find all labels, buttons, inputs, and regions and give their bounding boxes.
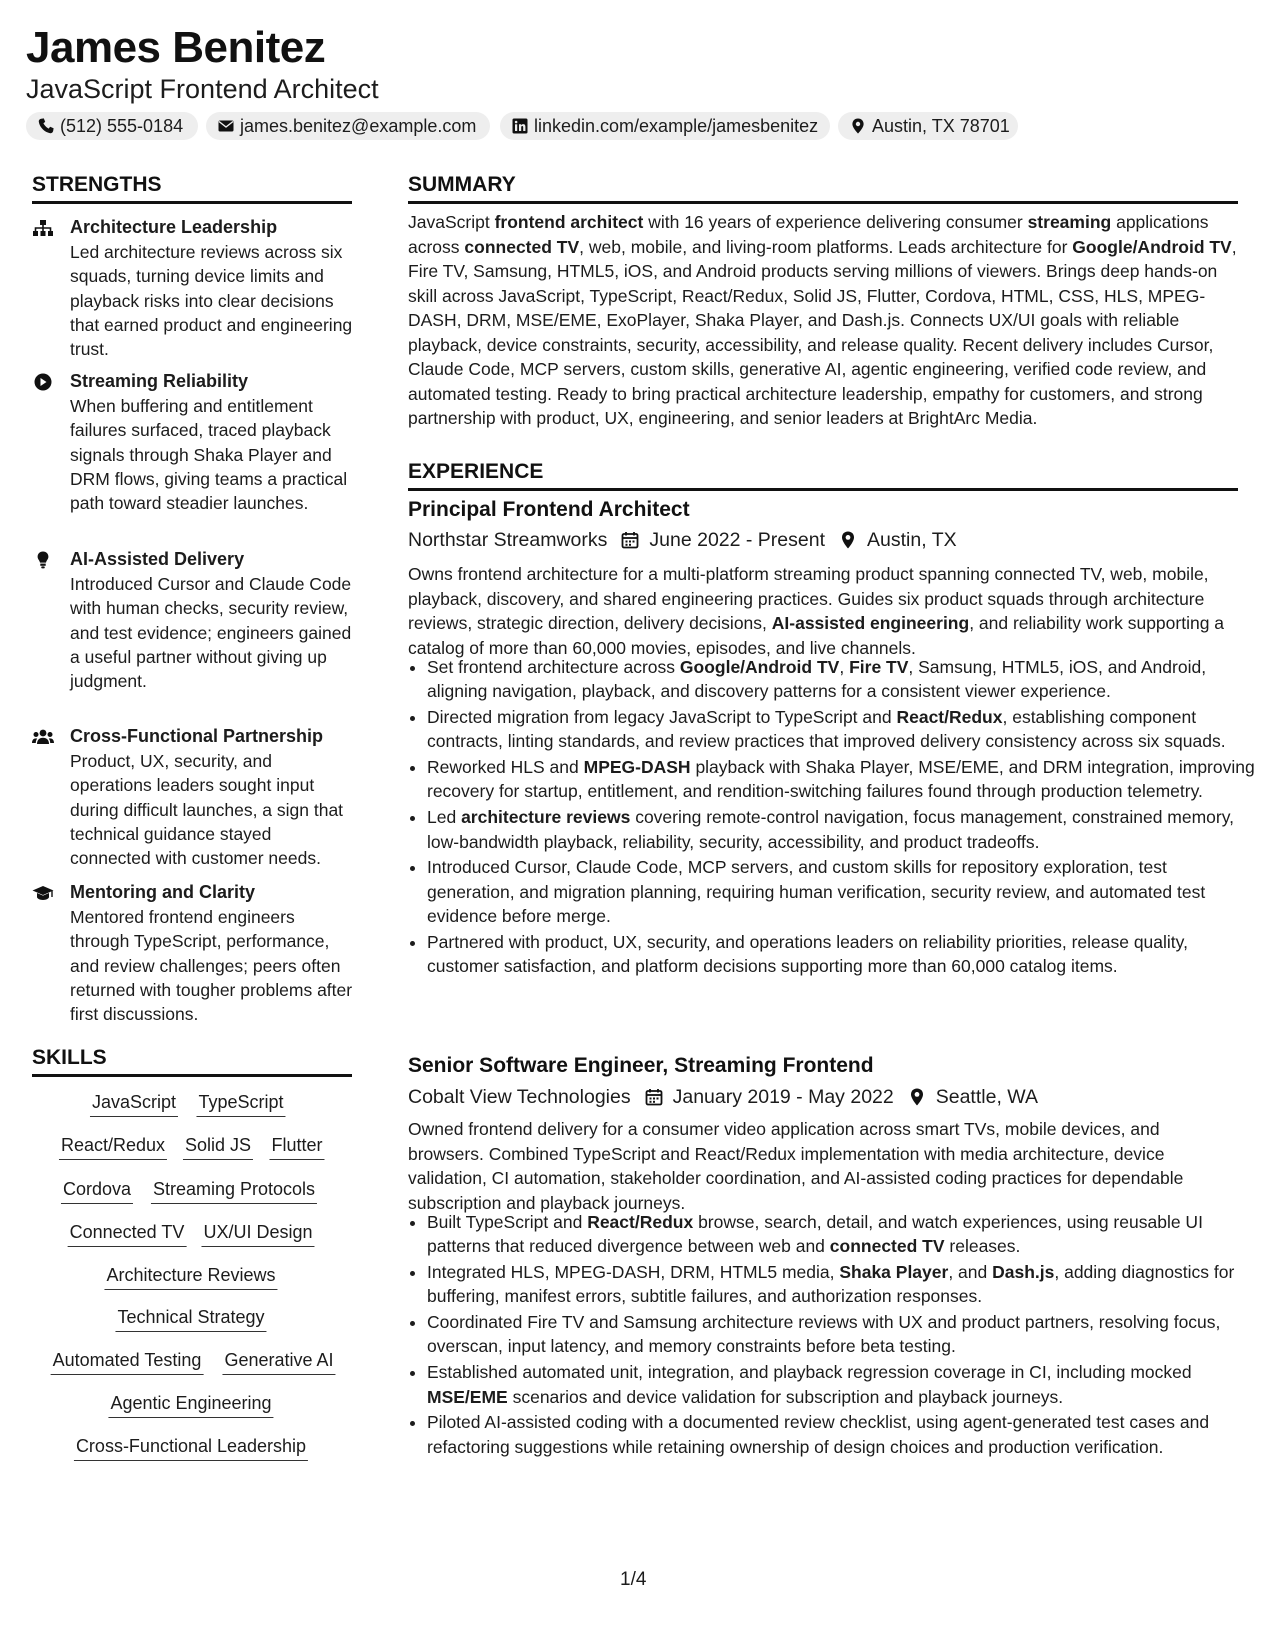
strengths-heading: STRENGTHS — [32, 173, 162, 196]
contact-phone-text: (512) 555-0184 — [60, 116, 184, 136]
summary-heading: SUMMARY — [408, 173, 516, 196]
job-bullets — [408, 655, 1257, 980]
experience-rule — [408, 488, 1238, 491]
strength-body: Mentored frontend engineers through TypeScript, performance, and review challenges; peers often returned with tougher problems after first discussions. — [70, 907, 353, 1025]
strength-title: Mentoring and Clarity — [70, 882, 256, 902]
bullet-item: • Reworked HLS and MPEG-DASH playback with Shaka Player, MSE/EME, and DRM integration, improving recovery for startup, entitlement, and rendition-switching failures found through production telemetry. — [427, 755, 1257, 804]
candidate-name: James Benitez — [26, 23, 326, 72]
contact-phone[interactable] — [26, 112, 198, 140]
phone-icon — [38, 118, 54, 134]
skill-tag: Cross-Functional Leadership — [74, 1434, 308, 1461]
skill-tag: Connected TV — [68, 1220, 187, 1247]
job-location: Seattle, WA — [935, 1085, 1038, 1108]
strength-title: Streaming Reliability — [70, 371, 249, 391]
skills-rule — [32, 1074, 352, 1077]
bullet-item: • Directed migration from legacy JavaScript to TypeScript and React/Redux, establishing component contracts, linting standards, and review practices that improved delivery consistency across six squads. — [427, 705, 1257, 754]
job-description: Owns frontend architecture for a multi-platform streaming product spanning connected TV, web, mobile, playback, discovery, and shared engineering practices. Guides six product squads through architecture reviews, strategic direction, delivery decisions, AI-assisted engineering, and reliability work supporting a catalog of more than 60,000 movies, episodes, and live channels. — [408, 564, 1225, 658]
job-company: Cobalt View Technologies — [408, 1085, 631, 1108]
bullet-item: • Led architecture reviews covering remote-control navigation, focus management, constrained memory, low-bandwidth playback, reliability, security, accessibility, and product tradeoffs. — [427, 805, 1257, 854]
skill-tag: UX/UI Design — [201, 1220, 314, 1247]
skill-tag: JavaScript — [90, 1090, 178, 1117]
experience-heading: EXPERIENCE — [408, 460, 544, 483]
skill-tag: Flutter — [269, 1133, 324, 1160]
map-pin-icon — [839, 531, 857, 549]
contact-linkedin[interactable] — [500, 112, 830, 140]
envelope-icon — [218, 118, 234, 134]
map-pin-icon — [850, 118, 866, 134]
skill-tag: Solid JS — [183, 1133, 253, 1160]
summary-rule — [408, 201, 1238, 204]
skill-tag: Architecture Reviews — [104, 1263, 277, 1290]
candidate-title: JavaScript Frontend Architect — [26, 74, 379, 104]
contact-linkedin-text: linkedin.com/example/jamesbenitez — [534, 116, 819, 136]
skills-heading: SKILLS — [32, 1046, 107, 1069]
linkedin-icon — [512, 118, 528, 134]
summary-text: JavaScript frontend architect with 16 years of experience delivering consumer streaming applications across connected TV, web, mobile, and living-room platforms. Leads architecture for Google/Android TV, Fire TV, Samsung, HTML5, iOS, and Android products serving millions of viewers. Brings deep hands-on skill across JavaScript, TypeScript, React/Redux, Solid JS, Flutter, Cordova, HTML, CSS, HLS, MPEG-DASH, DRM, MSE/EME, ExoPlayer, Shaka Player, and Dash.js. Connects UX/UI goals with reliable playback, device constraints, security, accessibility, and release quality. Recent delivery includes Cursor, Claude Code, MCP servers, custom skills, generative AI, agentic engineering, verified code review, and automated testing. Ready to bring practical architecture leadership, empathy for customers, and strong partnership with product, UX, engineering, and senior leaders at BrightArc Media. — [408, 212, 1237, 428]
bullet-item: • Piloted AI-assisted coding with a documented review checklist, using agent-generated test cases and refactoring suggestions while retaining ownership of design choices and production verification. — [427, 1410, 1257, 1459]
calendar-icon — [645, 1088, 663, 1106]
lightbulb-icon — [32, 551, 54, 569]
contact-email[interactable] — [206, 112, 490, 140]
strength-title: AI-Assisted Delivery — [70, 549, 245, 569]
strength-body: Introduced Cursor and Claude Code with human checks, security review, and test evidence; engineers gained a useful partner without giving up judgment. — [70, 574, 352, 692]
skill-tag: TypeScript — [196, 1090, 285, 1117]
job-meta — [408, 1083, 1038, 1110]
job-meta — [408, 526, 957, 553]
bullet-item: • Built TypeScript and React/Redux browse, search, detail, and watch experiences, using reusable UI patterns that reduced divergence between web and connected TV releases. — [427, 1210, 1257, 1259]
graduation-cap-icon — [32, 884, 54, 902]
calendar-icon — [621, 531, 639, 549]
job-company: Northstar Streamworks — [408, 528, 608, 551]
bullet-item: • Coordinated Fire TV and Samsung architecture reviews with UX and product partners, resolving focus, overscan, input latency, and memory constraints before beta testing. — [427, 1310, 1257, 1359]
users-icon — [32, 728, 54, 746]
contact-location-text: Austin, TX 78701 — [872, 116, 1010, 136]
skill-tag: Technical Strategy — [115, 1305, 266, 1332]
play-circle-icon — [32, 373, 54, 391]
page-number: 1/4 — [620, 1569, 647, 1590]
job-dates: January 2019 - May 2022 — [672, 1085, 894, 1108]
bullet-item: • Partnered with product, UX, security, and operations leaders on reliability priorities, release quality, customer satisfaction, and platform decisions supporting more than 60,000 catalog items. — [427, 930, 1257, 979]
strength-body: When buffering and entitlement failures surfaced, traced playback signals through Shaka Player and DRM flows, giving teams a practical path toward steadier launches. — [70, 396, 348, 514]
strengths-rule — [32, 201, 352, 204]
skill-tag: React/Redux — [59, 1133, 167, 1160]
skill-tag: Generative AI — [222, 1348, 335, 1375]
skill-tag: Automated Testing — [51, 1348, 204, 1375]
job-bullets — [408, 1210, 1257, 1460]
job-dates: June 2022 - Present — [649, 528, 826, 551]
bullet-item: • Established automated unit, integration, and playback regression coverage in CI, including mocked MSE/EME scenarios and device validation for subscription and playback journeys. — [427, 1360, 1257, 1409]
contact-location[interactable] — [838, 112, 1018, 140]
strength-body: Led architecture reviews across six squads, turning device limits and playback risks into clear decisions that earned product and engineering trust. — [70, 242, 353, 360]
job-location: Austin, TX — [867, 528, 957, 551]
strength-title: Architecture Leadership — [70, 217, 278, 237]
bullet-item: • Introduced Cursor, Claude Code, MCP servers, and custom skills for repository exploration, test generation, and migration planning, requiring human verification, security review, and automated test evidence before merge. — [427, 855, 1257, 928]
bullet-item: • Set frontend architecture across Google/Android TV, Fire TV, Samsung, HTML5, iOS, and Android, aligning navigation, playback, and discovery patterns for a consistent viewer experience. — [427, 655, 1257, 704]
job-title: Senior Software Engineer, Streaming Frontend — [408, 1054, 874, 1077]
job-description: Owned frontend delivery for a consumer video application across smart TVs, mobile devices, and browsers. Combined TypeScript and React/Redux implementation with media architecture, device validation, CI automation, stakeholder coordination, and AI-assisted coding practices for dependable subscription and playback journeys. — [408, 1119, 1184, 1213]
sitemap-icon — [32, 219, 54, 237]
job-title: Principal Frontend Architect — [408, 498, 690, 521]
bullet-item: • Integrated HLS, MPEG-DASH, DRM, HTML5 media, Shaka Player, and Dash.js, adding diagnostics for buffering, manifest errors, subtitle failures, and authorization responses. — [427, 1260, 1257, 1309]
strength-body: Product, UX, security, and operations leaders sought input during difficult launches, a sign that technical guidance stayed connected with customer needs. — [70, 751, 344, 869]
contact-email-text: james.benitez@example.com — [240, 116, 477, 136]
strength-title: Cross-Functional Partnership — [70, 726, 324, 746]
skill-tag: Cordova — [61, 1177, 133, 1204]
skill-tag: Agentic Engineering — [108, 1391, 273, 1418]
map-pin-icon — [908, 1088, 926, 1106]
skill-tag: Streaming Protocols — [151, 1177, 317, 1204]
